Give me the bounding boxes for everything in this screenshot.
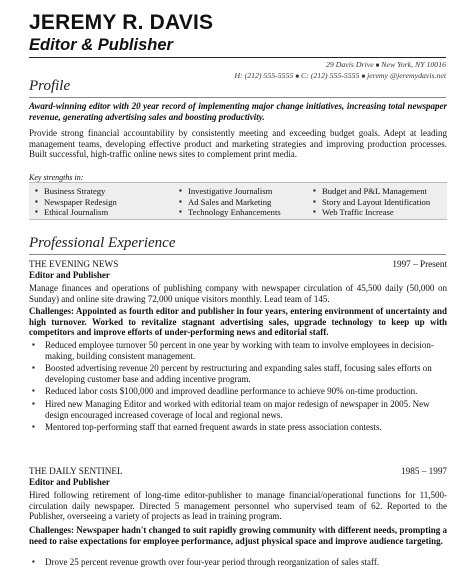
key-strength-item: ▪ Ethical Journalism <box>35 207 117 218</box>
profile-divider <box>29 97 446 98</box>
job-dates: 1985 – 1997 <box>401 466 447 476</box>
key-strength-item: ▪ Story and Layout Identification <box>313 197 430 208</box>
address-city: New York, NY 10016 <box>381 60 446 69</box>
key-strengths-column <box>35 186 117 218</box>
bullet-icon: ■ <box>295 74 299 80</box>
experience-heading: Professional Experience <box>29 235 176 251</box>
key-strength-item: ▪ Business Strategy <box>35 186 117 197</box>
phone-home: H: (212) 555-5555 <box>234 71 294 80</box>
job-challenges: Challenges: Appointed as fourth editor and publisher in four years, entering environment of uncertainty and high turnover. Worked to revitalize stagnant advertising sales, upgrade technology to keep up with competitors and improve efforts of under-performing news and editorial staff. <box>29 306 447 338</box>
key-strengths-column <box>313 186 430 218</box>
contact-address <box>326 60 446 69</box>
bullet-icon: ■ <box>375 63 380 69</box>
achievement-item: ▪ Boosted advertising revenue 20 percent by restructuring and expanding sales staff, focusing sales efforts on developing customer base and adding incentive program. <box>29 363 447 384</box>
job-company: THE EVENING NEWS <box>29 259 119 269</box>
job-description: Manage finances and operations of publishing company with newspaper circulation of 45,500 daily (50,000 on Sunday) and online site drawing 72,000 unique visitors monthly. Lead team of 145. <box>29 283 447 304</box>
job-achievements <box>29 557 447 570</box>
key-strength-item: ▪ Newspaper Redesign <box>35 197 117 208</box>
job-title: Editor and Publisher <box>29 270 110 280</box>
achievement-item: ▪ Hired new Managing Editor and worked with editorial team on major redesign of newspaper in 2005. New design encouraged increased coverage of local and regional news. <box>29 399 447 420</box>
email-link[interactable]: jeremy @jeremydavis.net <box>367 71 446 80</box>
achievement-item: ▪ Mentored top-performing staff that earned frequent awards in state press association contests. <box>29 422 447 433</box>
key-strengths-label: Key strengths in: <box>29 173 84 182</box>
key-strength-item: ▪ Ad Sales and Marketing <box>179 197 281 208</box>
key-strength-item: ▪ Web Traffic Increase <box>313 207 430 218</box>
key-strength-item: ▪ Investigative Journalism <box>179 186 281 197</box>
key-strength-item: ▪ Budget and P&L Management <box>313 186 430 197</box>
candidate-name: JEREMY R. DAVIS <box>29 11 214 34</box>
job-title: Editor and Publisher <box>29 477 110 487</box>
job-achievements <box>29 340 447 435</box>
contact-phone-email <box>234 71 446 80</box>
achievement-item: ▪ Reduced labor costs $100,000 and improved deadline performance to achieve 90% on-time production. <box>29 386 447 397</box>
job-company: THE DAILY SENTINEL <box>29 466 123 476</box>
job-description: Hired following retirement of long-time editor-publisher to manage financial/operational functions for 11,500-circulation daily newspaper. Directed 5 management personnel who supervised team of 62. Reported to the Publisher, overseeing a variety of projects as lead in training program. <box>29 490 447 522</box>
profile-heading: Profile <box>29 78 71 94</box>
achievement-item: ▪ Drove 25 percent revenue growth over four-year period through reorganization of sales staff. <box>29 557 447 568</box>
phone-cell: C: (212) 555-5555 <box>300 71 360 80</box>
job-challenges: Challenges: Newspaper hadn't changed to suit rapidly growing community with different needs, prompting a need to raise expectations for employee performance, adjust physical space and improve audience targeting. <box>29 525 447 546</box>
key-strengths-column <box>179 186 281 218</box>
key-strength-item: ▪ Technology Enhancements <box>179 207 281 218</box>
profile-summary: Award-winning editor with 20 year record of implementing major change initiatives, increasing total newspaper revenue, generating advertising sales and boosting productivity. <box>29 101 447 122</box>
header-divider <box>29 57 446 58</box>
achievement-item: ▪ Reduced employee turnover 50 percent in one year by working with team to involve employees in decision-making, building consistent management. <box>29 340 447 361</box>
experience-divider <box>29 254 446 255</box>
bullet-icon: ■ <box>361 74 366 80</box>
key-strengths-box <box>29 182 447 220</box>
candidate-title: Editor & Publisher <box>29 36 173 54</box>
job-dates: 1997 – Present <box>392 259 447 269</box>
profile-body: Provide strong financial accountability by consistently meeting and exceeding budget goals. Adept at leading management teams, developing effective product and marketing strategies and improving production processes. Built successful, high-traffic online news sites to complement print media. <box>29 128 447 160</box>
address-street: 29 Davis Drive <box>326 60 374 69</box>
